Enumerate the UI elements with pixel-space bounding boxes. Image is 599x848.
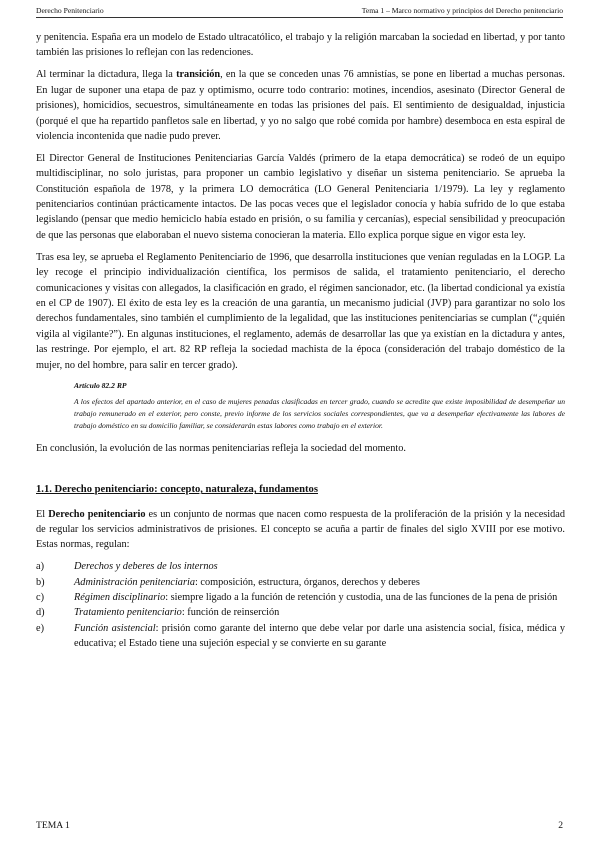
- bold-term-transicion: transición: [176, 69, 221, 81]
- paragraph-text: Al terminar la dictadura, llega la: [36, 69, 177, 81]
- header-topic-title: Tema 1 – Marco normativo y principios del Derecho penitenciario: [361, 6, 563, 15]
- list-item: [36, 575, 565, 590]
- footer-topic: TEMA 1: [36, 820, 70, 831]
- list-marker: a): [36, 561, 44, 573]
- paragraph-conclusion: En conclusión, la evolución de las normas penitenciarias refleja la sociedad del momento.: [36, 442, 406, 454]
- page-content: [36, 30, 565, 652]
- bold-term-derecho-penitenciario: Derecho penitenciario: [48, 508, 146, 520]
- list-item-term: Derechos y deberes de los internos: [74, 561, 218, 573]
- page-number: 2: [558, 820, 563, 831]
- list-item-rest: : siempre ligado a la función de retención y custodia, una de las funciones de la pena de prisión: [165, 592, 558, 604]
- list-item-term: Administración penitenciaria: [74, 576, 195, 588]
- list-item-rest: : función de reinserción: [181, 607, 280, 619]
- header-course-title: Derecho Penitenciario: [36, 6, 104, 15]
- paragraph-transicion: [36, 67, 565, 144]
- list-item-rest: : prisión como garante del interno que debe velar por darle una asistencia social, física, médica y educativa; el Estado tiene una sujeción especial y se convierte en su garante: [74, 622, 566, 650]
- list-item-text: [74, 590, 565, 605]
- list-item: [36, 621, 565, 652]
- list-item-text: [74, 605, 565, 620]
- list-item-rest: : composición, estructura, órganos, derechos y deberes: [194, 576, 420, 588]
- list-marker: d): [36, 607, 45, 619]
- list-item-term: Función asistencial: [74, 622, 156, 634]
- list-item: [36, 590, 565, 605]
- section-heading: 1.1. Derecho penitenciario: concepto, naturaleza, fundamentos: [36, 484, 318, 496]
- article-quote: [74, 380, 565, 433]
- quote-title: Artículo 82.2 RP: [74, 380, 127, 390]
- paragraph-text: es un conjunto de normas que nacen como respuesta de la proliferación de la prisión y la necesidad de regular los servicios administrativos de prisiones. El concepto se acuña a partir de finales del siglo XVIII por ese motivo. Estas normas, regulan:: [36, 508, 566, 551]
- paragraph-text: El: [36, 508, 49, 520]
- paragraph-continuation: y penitencia. España era un modelo de Estado ultracatólico, el trabajo y la religión marcaban la sociedad en libertad, y por tanto también las prisiones lo reflejan con las redenciones.: [36, 32, 565, 59]
- list-item: [36, 605, 565, 620]
- list-item-text: [74, 575, 565, 590]
- page-footer: [36, 820, 563, 831]
- paragraph-text: , en la que se conceden unas 76 amnistías, se pone en libertad a muchas personas. En lugar de suponer una etapa de paz y optimismo, ocurre todo contrario: motines, incendios, asesinato (Director General de prisiones), homicidios, secuestros, simultáneamente en todas las prisiones del país. El sentimiento de desigualdad, injusticia (porqué el que ha repartido panfletos sale en libertad, y yo no salgo que robé comida por hambre) desemboca en esta espiral de violencia incontenida que nadie pudo prever.: [36, 69, 566, 142]
- quote-body: A los efectos del apartado anterior, en el caso de mujeres penadas clasificadas en tercer grado, cuando se acredite que existe imposibilidad de desempeñar un trabajo remunerado en el exterior, pero conste, previo informe de los servicios sociales correspondientes, que va a desempeñar efectivamente las labores de trabajo doméstico en su domicilio familiar, se considerarán estas labores como trabajo en el exterior.: [74, 396, 565, 431]
- paragraph-garcia-valdes: El Director General de Instituciones Penitenciarias García Valdés (primero de la etapa democrática) se rodeó de un equipo multidisciplinar, no solo juristas, para proponer un cambio legislativo y diseñar un sistema penitenciario. Se aprueba la Constitución española de 1978, y la primera LO democrática (LO General Penitenciaria 1/1979). La ley y reglamento penitenciarios continúan prácticamente intactos. De las pocas veces que el legislador conocía y había sufrido de lo que estaba legislando (pensar que medio hemiciclo había estado en prisión, o su familia y cercanías), especial sensibilidad y preocupación de que las personas que elaboraban el nuevo sistema conocieran la materia. Ello explica porque sigue en vigor esta ley.: [36, 152, 565, 241]
- section-intro: [36, 507, 565, 553]
- paragraph-reglamento: Tras esa ley, se aprueba el Reglamento Penitenciario de 1996, que desarrolla instituciones que venían reguladas en la LOGP. La ley recoge el principio individualización científica, los permisos de salida, el tratamiento penitenciario, el derecho comunicaciones y visitas con allegados, la clasificación en grado, el régimen sancionador, etc. (la libertad condicional ya existía en el CP de 1907). El éxito de esta ley es la creación de una garantía, un mecanismo judicial (JVP) para garantizar no solo los derechos fundamentales, sino también el cumplimiento de la legalidad, que las instituciones penitenciarias se cumplan (“¿quién vigila al vigilante?”). En algunas instituciones, el reglamento, además de desarrollar las que ya existían en la dictadura y antes, las restringe. Por ejemplo, el art. 82 RP refleja la sociedad machista de la época (consideración del trabajo doméstico de la mujer, no del hombre, para salir en tercer grado).: [36, 251, 565, 371]
- list-marker: c): [36, 592, 44, 604]
- list-marker: b): [36, 576, 45, 588]
- list-item: [36, 559, 565, 574]
- list-marker: e): [36, 622, 44, 634]
- regulation-list: [36, 559, 565, 651]
- page-header: [36, 6, 563, 18]
- list-item-text: [74, 621, 565, 652]
- list-item-text: [74, 559, 565, 574]
- list-item-term: Régimen disciplinario: [74, 592, 166, 604]
- list-item-term: Tratamiento penitenciario: [74, 607, 182, 619]
